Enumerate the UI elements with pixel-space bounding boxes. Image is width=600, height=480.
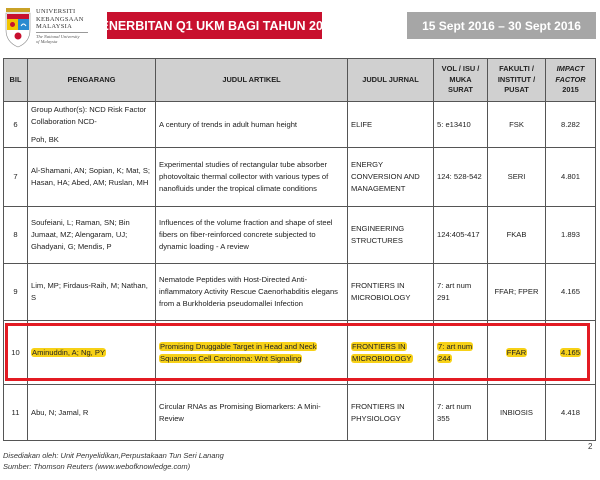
cell-bil: 8 [4, 207, 28, 264]
header-impact-line-3: 2015 [562, 85, 579, 95]
table-row [4, 207, 596, 264]
header-impact-line-2: FACTOR [555, 74, 586, 84]
header-vol [434, 59, 488, 102]
cell-vol [434, 321, 488, 385]
cell-vol: 7: art num 355 [434, 385, 488, 441]
cell-vol: 5: e13410 [434, 102, 488, 148]
cell-vol: 7: art num 291 [434, 264, 488, 321]
header-fakulti-line-2: INSTITUT / [497, 74, 536, 84]
header-judul-artikel: JUDUL ARTIKEL [156, 59, 348, 102]
cell-fakulti: FFAR; FPER [488, 264, 546, 321]
cell-bil: 6 [4, 102, 28, 148]
highlighted-text: 7: art num 244 [438, 341, 473, 363]
university-subtitle [36, 32, 88, 44]
cell-fakulti: FKAB [488, 207, 546, 264]
footer-prepared-by: Disediakan oleh: Unit Penyelidikan,Perpustakaan Tun Seri Lanang [3, 451, 224, 460]
table-header-row [4, 59, 596, 102]
cell-fakulti: INBIOSIS [488, 385, 546, 441]
university-name [36, 8, 88, 44]
cell-pengarang [28, 321, 156, 385]
header-judul-jurnal: JUDUL JURNAL [348, 59, 434, 102]
cell-impact-factor [546, 321, 596, 385]
date-range: 15 Sept 2016 – 30 Sept 2016 [407, 12, 596, 39]
header-vol-line-3: SURAT [448, 85, 473, 95]
cell-vol: 124: 528-542 [434, 148, 488, 207]
table-row [4, 385, 596, 441]
page-title: PENERBITAN Q1 UKM BAGI TAHUN 2016 [107, 12, 322, 39]
cell-pengarang: Abu, N; Jamal, R [28, 385, 156, 441]
publications-table [3, 58, 596, 441]
cell-pengarang: Al-Shamani, AN; Sopian, K; Mat, S; Hasan, HA; Abed, AM; Ruslan, MH [28, 148, 156, 207]
footer-source: Sumber: Thomson Reuters (www.webofknowledge.com) [3, 462, 191, 471]
cell-judul-jurnal [348, 321, 434, 385]
cell-judul-artikel: Experimental studies of rectangular tube absorber photovoltaic thermal collector with various types of nanofluids under the tropical climate conditions [156, 148, 348, 207]
cell-bil: 11 [4, 385, 28, 441]
header-vol-line-1: VOL / ISU / [441, 64, 480, 74]
ukm-logo [3, 5, 91, 51]
cell-pengarang: Soufeiani, L; Raman, SN; Bin Jumaat, MZ; Alengaram, UJ; Ghadyani, G; Mendis, P [28, 207, 156, 264]
university-line-2: KEBANGSAAN [36, 15, 84, 23]
header-pengarang: PENGARANG [28, 59, 156, 102]
cell-judul-artikel: Nematode Peptides with Host-Directed Anti-inflammatory Activity Rescue Caenorhabditis elegans from a Burkholderia pseudomallei Infection [156, 264, 348, 321]
cell-impact-factor: 8.282 [546, 102, 596, 148]
table-row [4, 264, 596, 321]
table-row [4, 148, 596, 207]
header-vol-line-2: MUKA [449, 74, 472, 84]
cell-judul-artikel: Influences of the volume fraction and shape of steel fibers on fiber-reinforced concrete subjected to dynamic loading - A review [156, 207, 348, 264]
cell-vol: 124:405-417 [434, 207, 488, 264]
cell-impact-factor: 4.165 [546, 264, 596, 321]
highlighted-text: Promising Druggable Target in Head and Neck Squamous Cell Carcinoma: Wnt Signaling [160, 341, 317, 363]
header-fakulti-line-1: FAKULTI / [499, 64, 534, 74]
cell-fakulti [488, 321, 546, 385]
author-line: Poh, BK [31, 134, 59, 144]
cell-impact-factor: 4.418 [546, 385, 596, 441]
university-subtitle-line-2: of Malaysia [36, 38, 58, 44]
cell-judul-jurnal: ENERGY CONVERSION AND MANAGEMENT [348, 148, 434, 207]
cell-pengarang [28, 102, 156, 148]
cell-judul-artikel [156, 321, 348, 385]
highlighted-text: Aminuddin, A; Ng, PY [32, 347, 106, 357]
cell-fakulti: SERI [488, 148, 546, 207]
cell-judul-artikel: A century of trends in adult human height [156, 102, 348, 148]
cell-judul-jurnal: ENGINEERING STRUCTURES [348, 207, 434, 264]
highlighted-text: FFAR [506, 347, 527, 357]
cell-impact-factor: 4.801 [546, 148, 596, 207]
cell-fakulti: FSK [488, 102, 546, 148]
cell-judul-jurnal: ELIFE [348, 102, 434, 148]
ukm-crest-icon [4, 8, 32, 48]
page-number: 2 [588, 442, 593, 451]
footer [3, 450, 224, 472]
university-line-1: UNIVERSITI [36, 8, 76, 15]
highlighted-text: FRONTIERS IN MICROBIOLOGY [352, 341, 412, 363]
header-impact-line-1: IMPACT [556, 64, 585, 74]
header-fakulti-line-3: PUSAT [504, 85, 529, 95]
header-fakulti [488, 59, 546, 102]
author-line: Group Author(s): NCD Risk Factor Collaboration NCD- [31, 104, 147, 126]
cell-judul-jurnal: FRONTIERS IN MICROBIOLOGY [348, 264, 434, 321]
header-impact-factor [546, 59, 596, 102]
table-row [4, 102, 596, 148]
table-row-highlighted [4, 321, 596, 385]
cell-bil: 9 [4, 264, 28, 321]
cell-judul-jurnal: FRONTIERS IN PHYSIOLOGY [348, 385, 434, 441]
university-line-3: MALAYSIA [36, 23, 73, 30]
university-subtitle-line-1: The National University [36, 33, 80, 39]
cell-judul-artikel: Circular RNAs as Promising Biomarkers: A Mini-Review [156, 385, 348, 441]
cell-bil: 10 [4, 321, 28, 385]
cell-bil: 7 [4, 148, 28, 207]
highlighted-text: 4.165 [560, 347, 580, 357]
header-bil: BIL [4, 59, 28, 102]
cell-impact-factor: 1.893 [546, 207, 596, 264]
cell-pengarang: Lim, MP; Firdaus-Raih, M; Nathan, S [28, 264, 156, 321]
